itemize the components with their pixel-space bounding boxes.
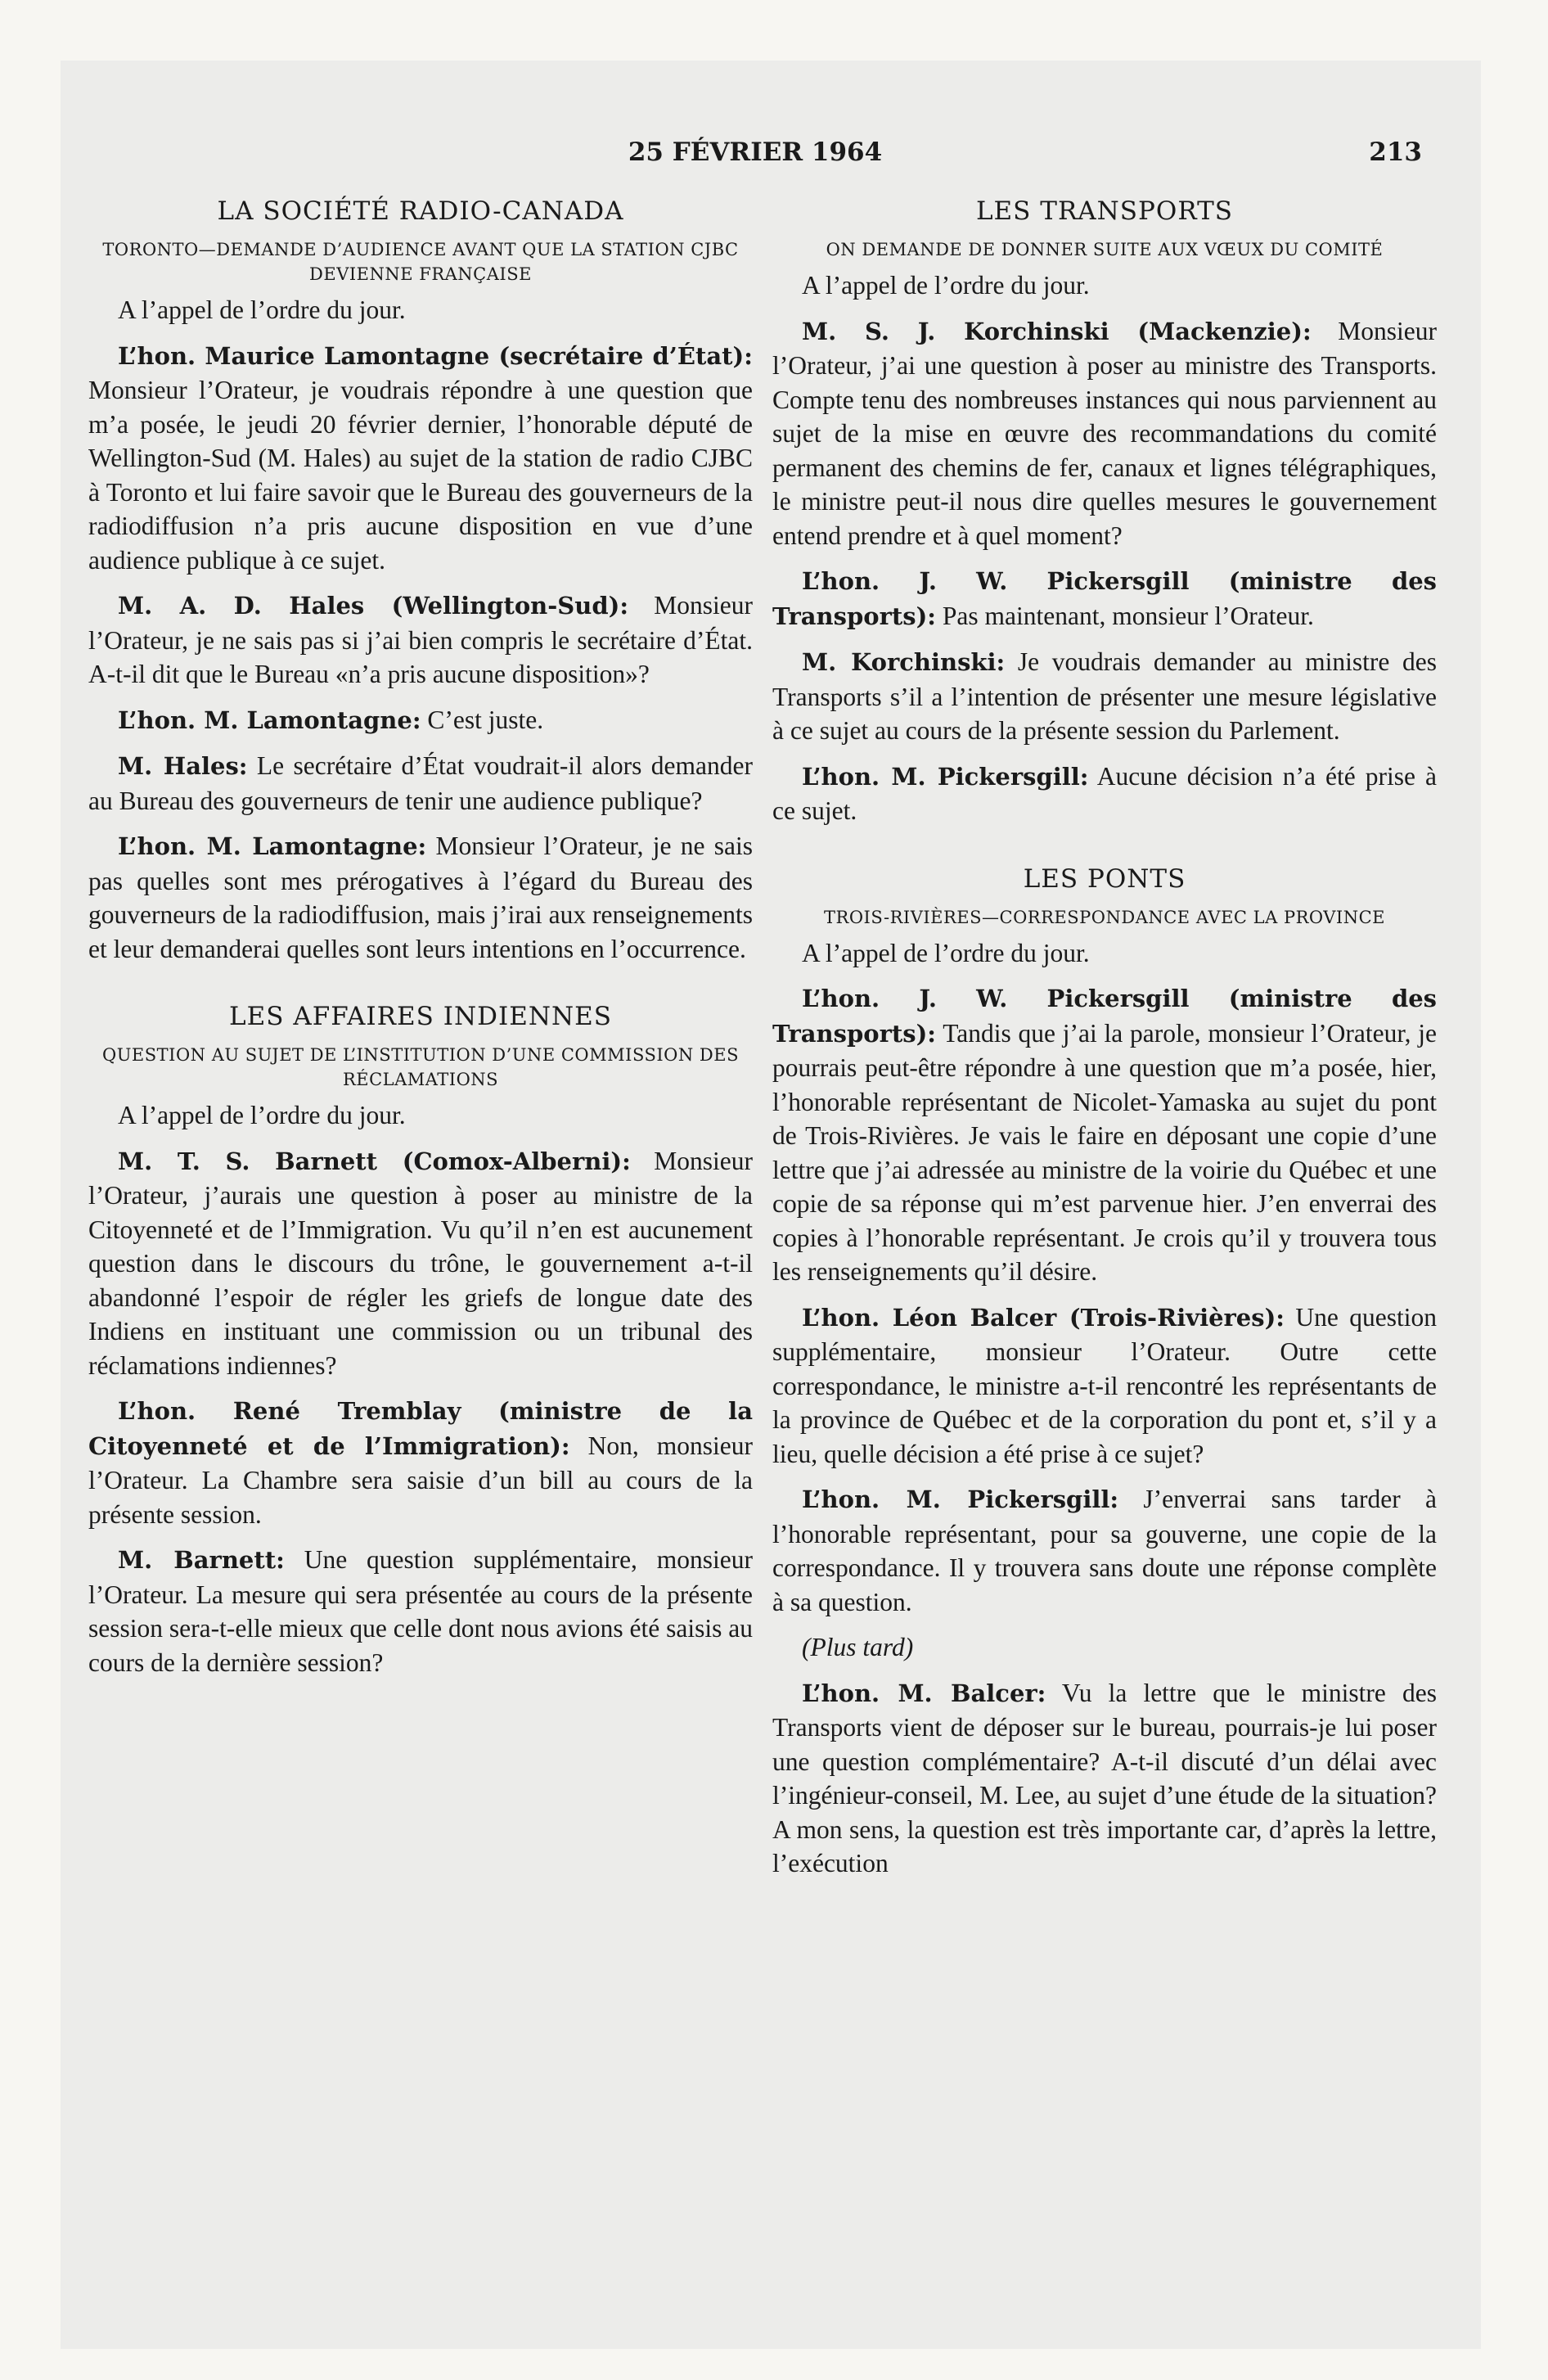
speech-paragraph — [772, 760, 1437, 828]
speaker-name: M. A. D. Hales (Wellington-Sud): — [118, 592, 629, 620]
speech-text: Monsieur l’Orateur, j’ai une question à poser au ministre des Transports. Compte tenu des nombreuses instances qui nous parviennent au sujet de la mise en œuvre des recommandations du comité permanent des chemins de fer, canaux et lignes télégraphiques, le ministre peut-il nous dire quelles mesures le gouvernement entend prendre et à quel moment? — [772, 316, 1437, 550]
speech-paragraph — [772, 564, 1437, 633]
speech-text: C’est juste. — [421, 705, 544, 734]
speaker-name: L’hon. M. Lamontagne: — [118, 832, 427, 860]
speech-paragraph — [88, 829, 753, 966]
speaker-name: M. Hales: — [118, 752, 248, 780]
speech-text: A l’appel de l’ordre du jour. — [802, 938, 1090, 967]
speaker-name: L’hon. M. Pickersgill: — [802, 1485, 1119, 1513]
section-subheading: TORONTO—DEMANDE D’AUDIENCE AVANT QUE LA STATION CJBC DEVIENNE FRANÇAISE — [102, 240, 739, 284]
stage-note: (Plus tard) — [802, 1633, 914, 1661]
speech-text: A l’appel de l’ordre du jour. — [802, 271, 1090, 300]
right-column — [772, 195, 1437, 1892]
section-heading: LES AFFAIRES INDIENNES — [229, 1002, 612, 1031]
speaker-name: L’hon. Maurice Lamontagne (secrétaire d’État): — [118, 341, 753, 370]
speech-paragraph — [772, 1676, 1437, 1881]
speech-paragraph — [772, 936, 1437, 971]
speech-paragraph — [772, 1482, 1437, 1619]
speech-text: Monsieur l’Orateur, je voudrais répondre à une question que m’a posée, le jeudi 20 février dernier, l’honorable député de Wellington-Sud (M. Hales) au sujet de la station de radio CJBC à Toronto et lui faire savoir que le Bureau des gouverneurs de la radiodiffusion n’a pris aucune disposition en vue d’une audience publique à ce sujet. — [88, 376, 753, 575]
speech-text: Tandis que j’ai la parole, monsieur l’Orateur, je pourrais peut-être répondre à une question que m’a posée, hier, l’honorable représentant de Nicolet-Yamaska au sujet du pont de Trois-Rivières. Je vais le faire en déposant une copie d’une lettre que j’ai adressée au ministre de la voirie du Québec et une copie de sa réponse qui m’est parvenue hier. J’en enverrai des copies à l’honorable représentant. Je crois qu’il y trouvera tous les renseignements qu’il désire. — [772, 1018, 1437, 1286]
speech-paragraph — [88, 1098, 753, 1133]
speech-text: Monsieur l’Orateur, je ne sais pas si j’ai bien compris le secrétaire d’État. A-t-il dit que le Bureau «n’a pris aucune disposition»? — [88, 591, 753, 688]
speech-paragraph — [772, 314, 1437, 553]
speaker-name: L’hon. René Tremblay (ministre de la Citoyenneté et de l’Immigration): — [88, 1397, 753, 1460]
speaker-name: L’hon. M. Balcer: — [802, 1679, 1046, 1707]
section-heading: LA SOCIÉTÉ RADIO-CANADA — [217, 196, 624, 226]
speech-paragraph — [88, 1543, 753, 1679]
left-column — [88, 195, 753, 1691]
speech-text: Non, monsieur l’Orateur. La Chambre sera saisie d’un bill au cours de la présente session. — [88, 1431, 753, 1529]
speech-paragraph — [88, 1394, 753, 1531]
section-heading: LES TRANSPORTS — [975, 196, 1234, 226]
speaker-name: L’hon. M. Lamontagne: — [118, 705, 421, 734]
speech-text: A l’appel de l’ordre du jour. — [118, 1101, 406, 1129]
speech-paragraph — [88, 749, 753, 818]
speech-text: Monsieur l’Orateur, j’aurais une question à poser au ministre de la Citoyenneté et de l’Immigration. Vu qu’il n’en est aucunement question dans le discours du trône, le gouvernement a-t-il abandonné l’espoir de régler les griefs de longue date des Indiens en instituant une commission ou un tribunal des réclamations indiennes? — [88, 1146, 753, 1380]
section-subheading: TROIS-RIVIÈRES—CORRESPONDANCE AVEC LA PROVINCE — [824, 907, 1385, 927]
speech-paragraph — [772, 981, 1437, 1289]
speech-text: A l’appel de l’ordre du jour. — [118, 295, 406, 324]
speaker-name: M. Barnett: — [118, 1546, 285, 1574]
speaker-name: L’hon. Léon Balcer (Trois-Rivières): — [802, 1303, 1285, 1332]
speech-paragraph — [772, 1300, 1437, 1472]
speech-text: Je voudrais demander au ministre des Transports s’il a l’intention de présenter une mesure législative à ce sujet au cours de la présente session du Parlement. — [772, 647, 1437, 745]
section-gap — [772, 840, 1437, 863]
speech-text: Vu la lettre que le ministre des Transports vient de déposer sur le bureau, pourrais-je lui poser une question complémentaire? A-t-il discuté d’un délai avec l’ingénieur-conseil, M. Lee, au sujet d’une étude de la situation? A mon sens, la question est très importante car, d’après la lettre, l’exécution — [772, 1678, 1437, 1877]
speech-text: Le secrétaire d’État voudrait-il alors demander au Bureau des gouverneurs de tenir une audience publique? — [88, 751, 753, 815]
section-gap — [88, 977, 753, 1000]
running-head — [88, 137, 1422, 174]
speech-paragraph — [88, 1144, 753, 1383]
speech-text: Une question supplémentaire, monsieur l’Orateur. Outre cette correspondance, le ministre a-t-il rencontré les représentants de la province de Québec et de la corporation du pont et, s’il y a lieu, quelle décision a été prise à ce sujet? — [772, 1302, 1437, 1468]
speech-paragraph — [88, 293, 753, 327]
page-date: 25 FÉVRIER 1964 — [628, 137, 883, 167]
speaker-name: M. T. S. Barnett (Comox-Alberni): — [118, 1147, 631, 1175]
speech-text: J’enverrai sans tarder à l’honorable représentant, pour sa gouverne, une copie de la correspondance. Il y trouvera sans doute une réponse complète à sa question. — [772, 1485, 1437, 1616]
speaker-name: L’hon. J. W. Pickersgill (ministre des Transports): — [772, 567, 1437, 630]
speech-text: Une question supplémentaire, monsieur l’Orateur. La mesure qui sera présentée au cours de la présente session sera-t-elle mieux que celle dont nous avions été saisis au cours de la dernière session? — [88, 1545, 753, 1677]
speaker-name: M. Korchinski: — [802, 648, 1006, 676]
speech-paragraph — [772, 268, 1437, 303]
page-number: 213 — [1369, 137, 1422, 167]
speech-paragraph — [772, 645, 1437, 748]
speech-text: Monsieur l’Orateur, je ne sais pas quelles sont mes prérogatives à l’égard du Bureau des gouverneurs de la radiodiffusion, mais j’irai aux renseignements et leur demanderai quelles sont leurs intentions en l’occurrence. — [88, 832, 753, 963]
speech-paragraph — [88, 588, 753, 692]
speaker-name: M. S. J. Korchinski (Mackenzie): — [802, 317, 1312, 345]
speaker-name: L’hon. J. W. Pickersgill (ministre des Transports): — [772, 985, 1437, 1048]
speech-text: Aucune décision n’a été prise à ce sujet. — [772, 761, 1437, 825]
section-subheading: ON DEMANDE DE DONNER SUITE AUX VŒUX DU COMITÉ — [826, 240, 1384, 259]
speech-paragraph — [88, 339, 753, 578]
section-subheading: QUESTION AU SUJET DE L’INSTITUTION D’UNE COMMISSION DES RÉCLAMATIONS — [102, 1045, 739, 1089]
speech-text: Pas maintenant, monsieur l’Orateur. — [936, 601, 1314, 630]
speech-paragraph — [88, 703, 753, 738]
section-heading: LES PONTS — [1023, 863, 1186, 894]
speaker-name: L’hon. M. Pickersgill: — [802, 762, 1089, 791]
